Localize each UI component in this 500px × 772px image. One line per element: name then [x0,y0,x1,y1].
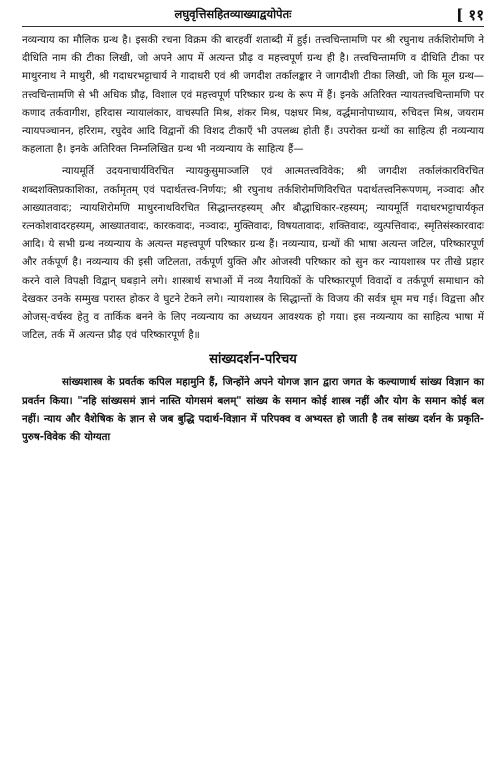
paragraph-nyaya-literature: नव्यन्याय का मौलिक ग्रन्थ है। इसकी रचना विक्रम की बारहवीं शताब्दी में हुई। तत्त्वचिन्तामणि पर श्री रघुनाथ तर्कशिरोमणि ने दीधिति नाम की टीका लिखी, जो अपने आप में अत्यन्त प्रौढ़ व महत्त्वपूर्ण ग्रन्थ ही है। तत्त्वचिन्तामणि व दीधिति टीका पर माथुरनाथ ने माथुरी, श्री गदाधरभट्टाचार्य ने गादाधरी एवं श्री जगदीश तर्कालङ्कार ने जागदीशी टीका लिखी, जो कि मूल ग्रन्थ—तत्त्वचिन्तामणि से भी अधिक प्रौढ़, विशाल एवं महत्त्वपूर्ण परिष्कार ग्रन्थ के रूप में हैं। इनके अतिरिक्त न्यायतत्त्वचिन्तामणि पर कणाद तर्कवागीश, हरिदास न्यायालंकार, वाचस्पति मिश्र, शंकर मिश्र, पक्षधर मिश्र, वर्द्धमानोपाध्याय, रुचिदत्त मिश्र, जयराम न्यायपञ्चानन, हरिराम, रघुदेव आदि विद्वानों की विशद टीकाएँ भी उपलब्ध होती हैं। उपरोक्त ग्रन्थों का साहित्य ही नव्यन्याय कहलाता है। इनके अतिरिक्त निम्नलिखित ग्रन्थ भी नव्यन्याय के साहित्य हैं— [22,35,484,156]
running-header [22,6,484,27]
paragraph-sankhya-intro: सांख्यशास्त्र के प्रवर्तक कपिल महामुनि हैं, जिन्होंने अपने योगज ज्ञान द्वारा जगत के कल्याणार्थ सांख्य विज्ञान का प्रवर्तन किया। "नहि सांख्यसमं ज्ञानं नास्ति योगसमं बलम्" सांख्य के समान कोई शास्त्र नहीं और योग के समान कोई बल नहीं। न्याय और वैशेषिक के ज्ञान से जब बुद्धि पदार्थ-विज्ञान में परिपक्व व अभ्यस्त हो जाती है तब सांख्य दर्शन के प्रकृति-पुरुष-विवेक की योग्यता [22,377,484,444]
page-number: [ ११ [456,6,484,24]
header-title: लघुवृत्तिसहितव्याख्याद्वयोपेतः [174,7,292,21]
section-title: सांख्यदर्शन-परिचय [209,352,297,368]
paragraph-nyaya-works: न्यायमूर्ति उदयनाचार्यविरचित न्यायकुसुमाञ्जलि एवं आत्मतत्त्वविवेक; श्री जगदीश तर्कालंकारविरचित शब्दशक्तिप्रकाशिका, तर्कामृतम् एवं पदार्थतत्त्व-निर्णयः; श्री रघुनाथ तर्कशिरोमणिविरचित पदार्थतत्त्वनिरूपणम्, नञ्वादः और आख्यातवादः; न्यायशिरोमणि माथुरनाथविरचित सिद्धान्तरहस्यम् और बौद्धाधिकार-रहस्यम्; न्यायमूर्ति गदाधरभट्टाचार्यकृत रत्नकोशवादरहस्यम्, आख्यातवादः, कारकवादः, नञ्वादः, मुक्तिवादः, विषयतावादः, शक्तिवादः, व्युत्पत्तिवादः, स्मृतिसंस्कारवादः आदि। ये सभी ग्रन्थ नव्यन्याय के अत्यन्त महत्त्वपूर्ण परिष्कार ग्रन्थ हैं। नव्यन्याय, ग्रन्थों की भाषा अत्यन्त जटिल, परिष्कारपूर्ण और तर्कपूर्ण है। नव्यन्याय की इसी जटिलता, तर्कपूर्ण युक्ति और ओजस्वी परिष्कार को सुन कर न्यायशास्त्र पर तीखे प्रहार करने वाले विपक्षी विद्वान् घबड़ाने लगे। शास्त्रार्थ सभाओं में नव्य नैयायिकों के परिष्कारपूर्ण विवादों व तर्कपूर्ण समाधान को देखकर उनके सम्मुख परास्त होकर वे घुटने टेकने लगे। न्यायशास्त्र के सिद्धान्तों के विजय की सर्वत्र धूम मच गई। विद्वत्ता और ओजस्-वर्चस्व हेतु व तार्किक बनने के लिए नव्यन्याय का अध्ययन आवश्यक हो गया। इस नव्यन्याय का साहित्य भाषा में जटिल, तर्क में अत्यन्त प्रौढ़ एवं परिष्कारपूर्ण है॥ [22,166,484,342]
